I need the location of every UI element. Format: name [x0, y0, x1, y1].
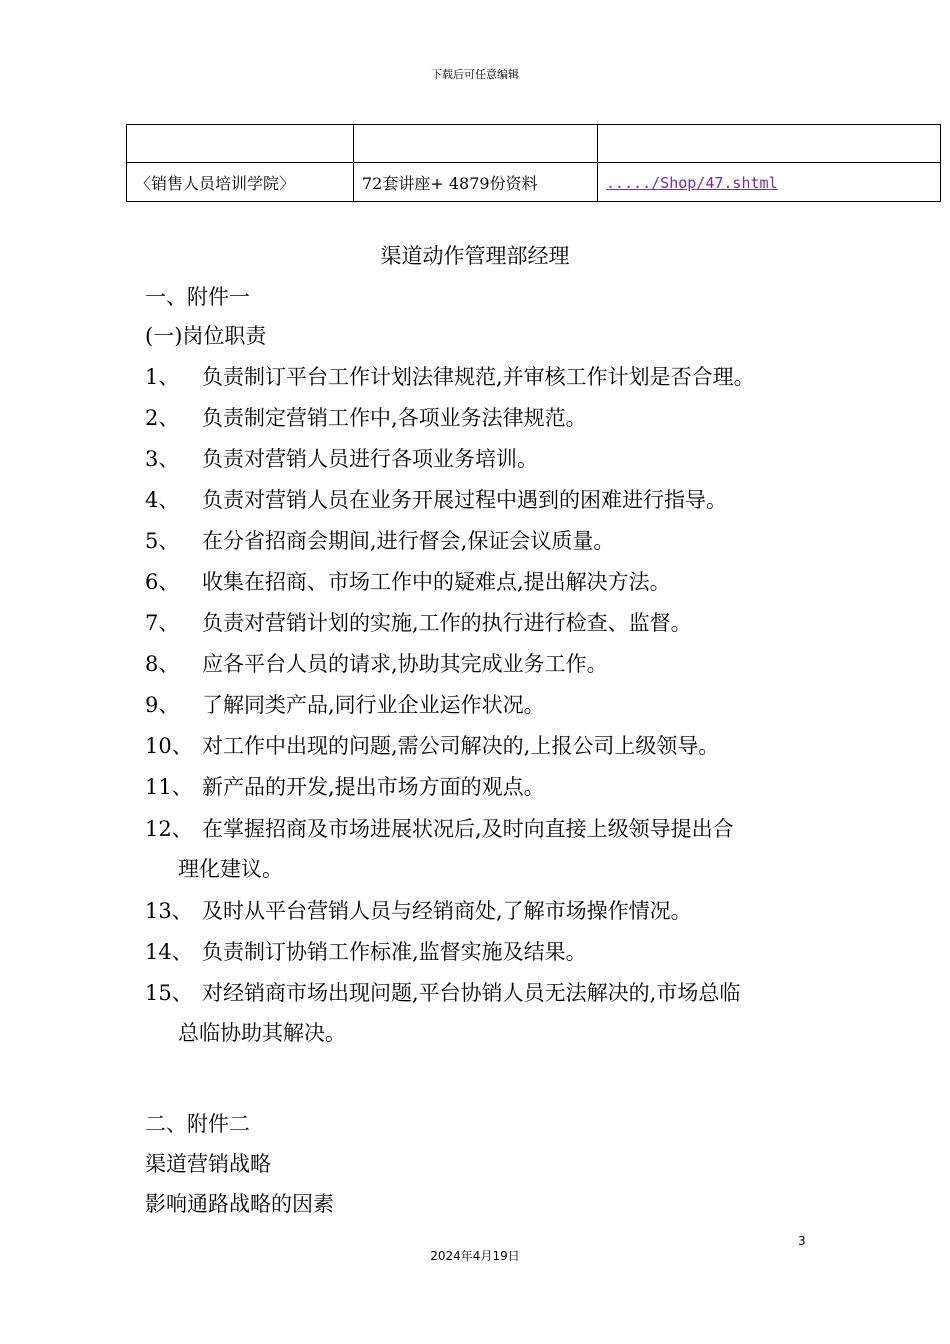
footer-date: 2024年4月19日 — [430, 1249, 520, 1263]
table-row — [127, 125, 941, 163]
section-heading-2: 二、附件二 — [145, 1112, 250, 1136]
item-number: 7、 — [145, 611, 180, 635]
item-number: 10、 — [145, 734, 193, 758]
item-number: 15、 — [145, 981, 193, 1005]
list-item — [145, 484, 727, 514]
list-item — [145, 730, 719, 760]
list-item — [145, 977, 740, 1007]
list-item — [145, 566, 671, 596]
list-item — [145, 402, 587, 432]
item-text: 负责制定营销工作中,各项业务法律规范。 — [202, 406, 587, 430]
subsection-heading: (一)岗位职责 — [145, 324, 267, 348]
item-number: 1、 — [145, 365, 180, 389]
item-text: 负责对营销人员在业务开展过程中遇到的困难进行指导。 — [202, 488, 727, 512]
reference-table — [126, 124, 941, 202]
shop-link[interactable]: ...../Shop/47.shtml — [606, 173, 778, 192]
item-number: 6、 — [145, 570, 180, 594]
item-number: 13、 — [145, 899, 193, 923]
item-number: 12、 — [145, 817, 193, 841]
item-number: 3、 — [145, 447, 180, 471]
page-number: 3 — [798, 1234, 806, 1248]
item-text: 对工作中出现的问题,需公司解决的,上报公司上级领导。 — [202, 734, 720, 758]
table-cell — [598, 125, 941, 163]
table-cell-content: 72套讲座+ 4879份资料 — [354, 163, 598, 202]
list-item — [145, 648, 608, 678]
list-item-continuation: 总临协助其解决。 — [178, 1021, 346, 1045]
item-number: 8、 — [145, 652, 180, 676]
item-text: 新产品的开发,提出市场方面的观点。 — [202, 775, 545, 799]
list-item — [145, 443, 538, 473]
body-line: 影响通路战略的因素 — [145, 1192, 334, 1216]
list-item — [145, 525, 614, 555]
item-text: 在分省招商会期间,进行督会,保证会议质量。 — [202, 529, 615, 553]
list-item — [145, 607, 692, 637]
list-item — [145, 895, 692, 925]
item-text: 负责对营销计划的实施,工作的执行进行检查、监督。 — [202, 611, 692, 635]
section-heading-1: 一、附件一 — [145, 285, 250, 309]
list-item — [145, 771, 545, 801]
item-number: 11、 — [145, 775, 193, 799]
item-number: 4、 — [145, 488, 180, 512]
item-text: 负责制订协销工作标准,监督实施及结果。 — [202, 940, 587, 964]
item-text: 及时从平台营销人员与经销商处,了解市场操作情况。 — [202, 899, 692, 923]
list-item — [145, 361, 755, 391]
item-text: 了解同类产品,同行业企业运作状况。 — [202, 693, 545, 717]
table-cell — [354, 125, 598, 163]
item-text: 在掌握招商及市场进展状况后,及时向直接上级领导提出合 — [202, 817, 734, 841]
item-text: 负责制订平台工作计划法律规范,并审核工作计划是否合理。 — [202, 365, 755, 389]
item-number: 5、 — [145, 529, 180, 553]
item-text: 应各平台人员的请求,协助其完成业务工作。 — [202, 652, 608, 676]
body-line: 渠道营销战略 — [145, 1152, 271, 1176]
header-note: 下载后可任意编辑 — [431, 68, 519, 81]
item-text: 对经销商市场出现问题,平台协销人员无法解决的,市场总临 — [202, 981, 741, 1005]
table-row — [127, 163, 941, 202]
list-item-continuation: 理化建议。 — [178, 857, 283, 881]
item-text: 收集在招商、市场工作中的疑难点,提出解决方法。 — [202, 570, 671, 594]
doc-title: 渠道动作管理部经理 — [380, 244, 570, 268]
item-number: 2、 — [145, 406, 180, 430]
table-cell-name: 〈销售人员培训学院〉 — [127, 163, 354, 202]
item-number: 14、 — [145, 940, 193, 964]
item-text: 负责对营销人员进行各项业务培训。 — [202, 447, 538, 471]
list-item — [145, 689, 545, 719]
list-item — [145, 813, 734, 843]
item-number: 9、 — [145, 693, 180, 717]
table-cell — [127, 125, 354, 163]
table-cell-link-container — [598, 163, 941, 202]
list-item — [145, 936, 587, 966]
